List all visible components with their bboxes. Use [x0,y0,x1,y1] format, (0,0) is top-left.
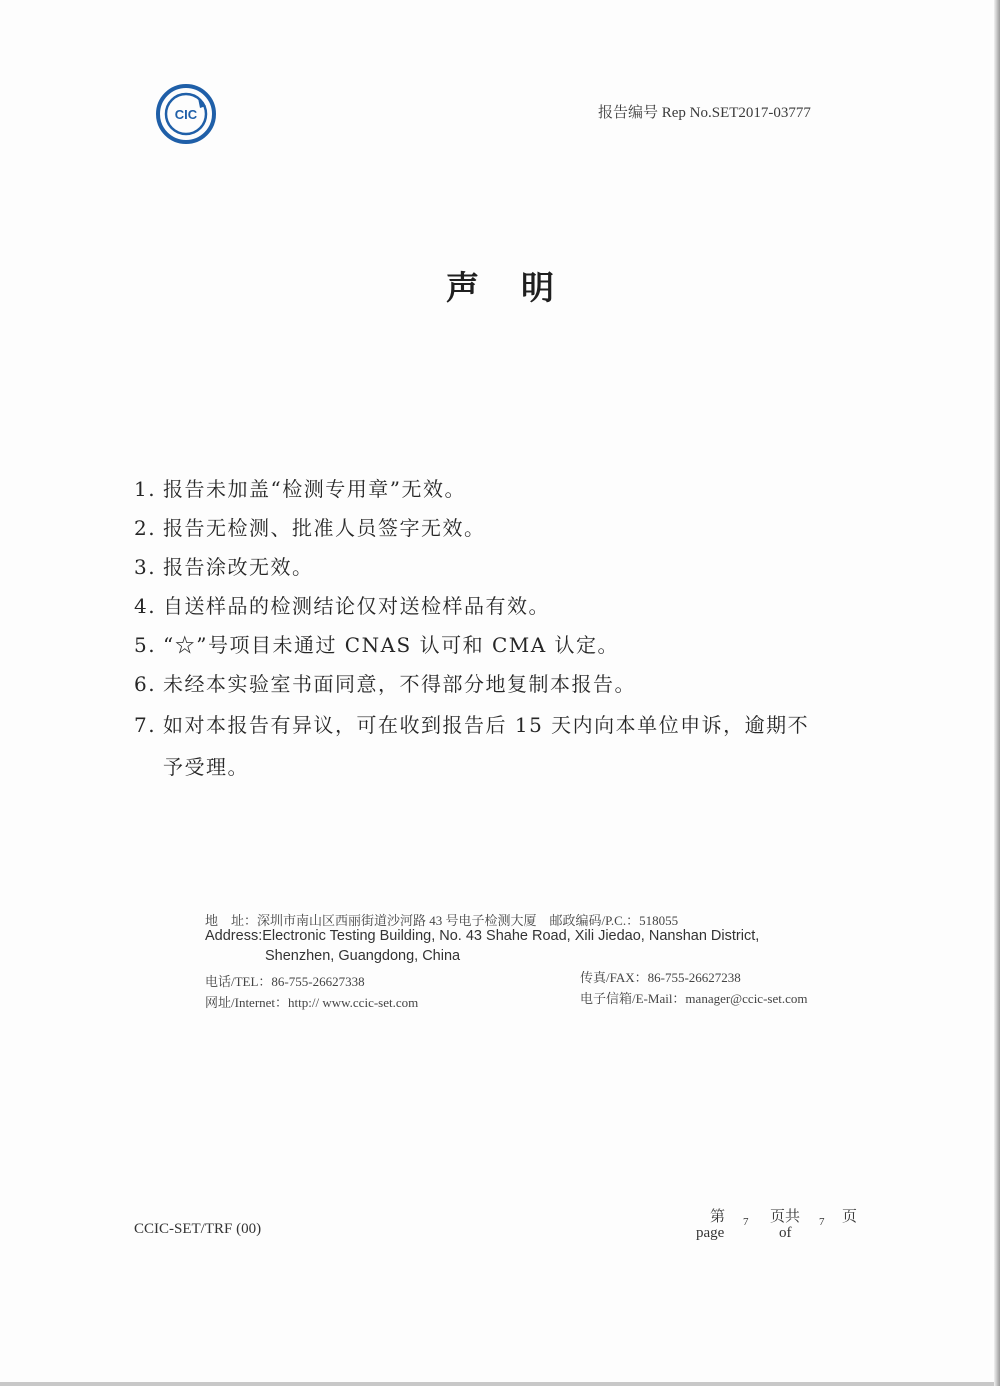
statement-text: 自送样品的检测结论仅对送检样品有效。 [163,594,550,618]
statement-list [134,470,834,788]
statement-number: 7. [134,713,157,737]
statement-item [134,626,834,665]
ccic-logo-icon [156,84,216,144]
internet: 网址/Internet：http:// www.ccic-set.com [205,995,419,1010]
total-pages: 7 [819,1216,825,1228]
statement-text: 未经本实验室书面同意，不得部分地复制本报告。 [163,672,636,696]
statement-number: 2. [134,516,157,540]
statement-number: 4. [134,594,157,618]
statement-item [134,587,834,626]
statement-item [134,509,834,548]
logo-text: CIC [174,107,198,122]
statement-number: 1. [134,477,157,501]
page-label: page [696,1225,725,1241]
address-cn: 地 址：深圳市南山区西丽街道沙河路 43 号电子检测大厦 邮政编码/P.C.：518055 [205,913,679,928]
statement-text: “☆”号项目未通过 CNAS 认可和 CMA 认定。 [163,633,620,657]
title-text: 声明 [446,268,596,307]
page-ye-gong: 页共 [770,1209,801,1225]
statement-item [134,470,834,509]
page-di: 第 [710,1209,726,1225]
page-title [0,262,1000,309]
of-label: of [779,1225,792,1241]
statement-number: 3. [134,555,157,579]
statement-item [134,665,834,704]
current-page: 7 [743,1216,749,1228]
report-number: 报告编号 Rep No.SET2017-03777 [598,105,811,121]
address-en-line2: Shenzhen, Guangdong, China [265,948,461,964]
fax: 传真/FAX：86-755-26627238 [580,970,741,985]
scan-edge [0,1382,1000,1386]
statement-text: 报告无检测、批准人员签字无效。 [163,516,486,540]
statement-text: 报告未加盖“检测专用章”无效。 [163,477,466,501]
page-ye: 页 [842,1209,858,1225]
tel: 电话/TEL：86-755-26627338 [205,974,365,989]
statement-number: 5. [134,633,157,657]
statement-item [134,548,834,587]
address-en-line1: Address:Electronic Testing Building, No. 43 Shahe Road, Xili Jiedao, Nanshan District, [205,928,760,944]
email: 电子信箱/E-Mail：manager@ccic-set.com [580,991,808,1006]
statement-text: 报告涂改无效。 [163,555,314,579]
statement-text: 如对本报告有异议，可在收到报告后 15 天内向本单位申诉，逾期不予受理。 [163,713,810,779]
statement-number: 6. [134,672,157,696]
statement-item [134,704,814,788]
form-code: CCIC-SET/TRF (00) [134,1221,262,1237]
